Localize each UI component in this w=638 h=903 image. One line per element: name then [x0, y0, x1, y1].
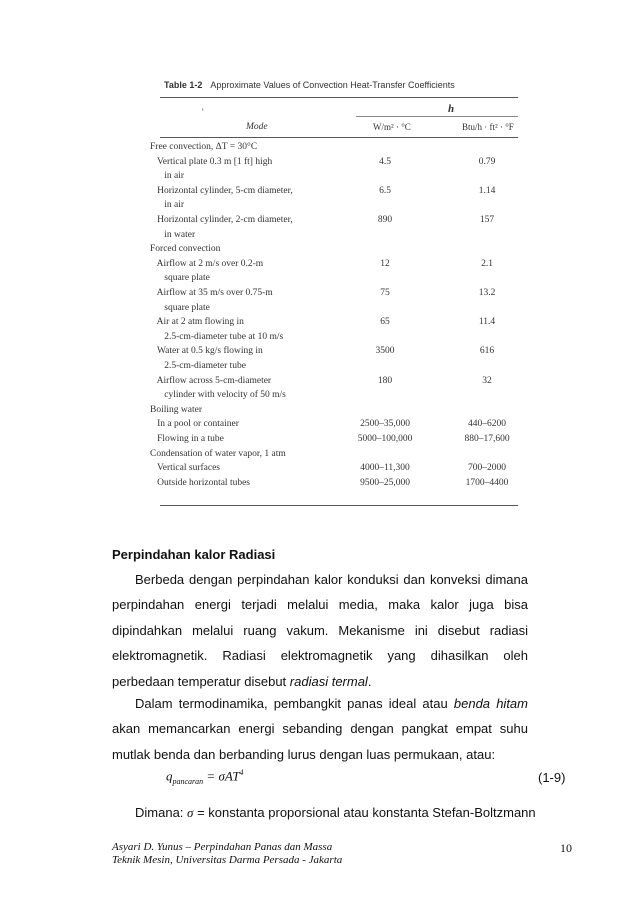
table-cell-si: 75 — [380, 288, 390, 298]
table-bottom-rule — [160, 505, 518, 506]
table-cell-eng: 1700–4400 — [465, 477, 509, 488]
table-cell-si: 4000–11,300 — [360, 463, 410, 474]
footer-author: Asyari D. Yunus – Perpindahan Panas dan Massa — [112, 841, 333, 853]
table-cell-mode: Horizontal cylinder, 2-cm diameter, — [150, 215, 293, 225]
table-number: Table 1-2 — [164, 80, 203, 90]
equation-rhs-sup: 4 — [239, 768, 244, 777]
table-cell-eng: 157 — [479, 215, 495, 225]
table-cell-mode: Flowing in a tube — [150, 434, 224, 444]
footer-affiliation: Teknik Mesin, Universitas Darma Persada - Jakarta — [112, 854, 343, 866]
table-cell-mode: Forced convection — [150, 244, 221, 255]
table-caption — [164, 80, 455, 90]
table-cell-mode: in air — [150, 200, 185, 211]
table-cell-mode: 2.5-cm-diameter tube — [150, 361, 247, 371]
table-cell-mode: Airflow at 35 m/s over 0.75-m — [150, 288, 273, 298]
table-cell-mode: Water at 0.5 kg/s flowing in — [150, 346, 263, 357]
table-cell-mode: Vertical surfaces — [150, 463, 220, 474]
table-cell-si: 890 — [377, 215, 393, 225]
table-cell-mode: Boiling water — [150, 404, 202, 415]
table-cell-si: 2500–35,000 — [360, 419, 410, 430]
table-top-rule — [160, 97, 518, 98]
dimana-prefix: Dimana: — [135, 805, 188, 820]
equation-lhs-sub: pancaran — [172, 776, 204, 786]
table-cell-mode: In a pool or container — [150, 419, 239, 430]
table-cell-si: 3500 — [375, 346, 395, 357]
dimana-line — [135, 805, 536, 821]
equation-rhs: = σAT — [206, 768, 240, 784]
table-cell-mode: square plate — [150, 273, 210, 284]
table-title: Approximate Values of Convection Heat-Transfer Coefficients — [210, 80, 455, 90]
table-cell-eng: 440–6200 — [468, 419, 506, 430]
equation-lhs: q — [166, 768, 173, 784]
table-cell-si: 4.5 — [379, 156, 391, 167]
table-cell-mode: Airflow at 2 m/s over 0.2-m — [150, 258, 264, 269]
table-header-eng: Btu/h · ft² · °F — [462, 122, 514, 132]
paragraph-radiasi-emph: radiasi termal — [289, 673, 368, 689]
paragraph-termodinamika-emph: benda hitam — [453, 696, 528, 711]
table-cell-si: 6.5 — [379, 185, 391, 196]
table-cell-si: 12 — [380, 258, 390, 269]
convection-coefficients-table — [150, 70, 530, 510]
table-cell-mode: square plate — [150, 302, 210, 313]
table-cell-mode: Airflow across 5-cm-diameter — [150, 375, 272, 386]
paragraph-radiasi — [112, 567, 528, 694]
table-cell-mode: Air at 2 atm flowing in — [150, 317, 244, 328]
table-cell-si: 65 — [380, 317, 390, 328]
table-cell-mode: 2.5-cm-diameter tube at 10 m/s — [150, 331, 284, 342]
table-cell-mode: in water — [150, 229, 196, 240]
table-cell-si: 5000–100,000 — [357, 434, 413, 444]
section-heading: Perpindahan kalor Radiasi — [112, 547, 276, 562]
table-cell-eng: 616 — [479, 346, 495, 357]
table-cell-eng: 700–2000 — [468, 463, 506, 474]
table-cell-eng: 1.14 — [478, 185, 496, 196]
dimana-text: = konstanta proporsional atau konstanta Stefan-Boltzmann — [193, 805, 536, 820]
table-cell-mode: Free convection, ΔT = 30°C — [150, 142, 258, 152]
table-cell-mode: cylinder with velocity of 50 m/s — [150, 390, 286, 401]
table-cell-eng: 2.1 — [481, 258, 493, 269]
page-number: 10 — [560, 841, 572, 855]
equation-1-9 — [166, 768, 244, 786]
table-cell-mode: Vertical plate 0.3 m [1 ft] high — [150, 156, 273, 167]
table-cell-eng: 13.2 — [478, 288, 496, 298]
table-cell-eng: 11.4 — [478, 317, 496, 328]
table-cell-mode: Outside horizontal tubes — [150, 477, 250, 488]
table-cell-si: 180 — [377, 375, 393, 386]
paragraph-termodinamika — [112, 691, 528, 767]
table-cell-eng: 0.79 — [478, 156, 496, 167]
page-footer — [112, 841, 342, 867]
table-cell-mode: Horizontal cylinder, 5-cm diameter, — [150, 185, 293, 196]
table-cell-eng: 880–17,600 — [464, 434, 510, 444]
paragraph-radiasi-text: Berbeda dengan perpindahan kalor konduksi dan konveksi dimana perpindahan energi terjadi melalui media, maka kalor juga bisa dipindahkan melalui ruang vakum. Mekanisme ini disebut radiasi elektromagnetik. Radiasi elektromagnetik yang dihasilkan oleh perbedaan temperatur disebut — [112, 572, 528, 689]
equation-number: (1-9) — [538, 770, 566, 785]
table-cell-mode: in air — [150, 171, 185, 182]
paragraph-termodinamika-end: akan memancarkan energi sebanding dengan pangkat empat suhu mutlak benda dan berbanding lurus dengan luas permukaan, atau: — [112, 721, 528, 762]
table-cell-mode: Condensation of water vapor, 1 atm — [150, 448, 286, 459]
table-header-h: h — [448, 103, 455, 115]
sigma-symbol: σ — [187, 805, 194, 820]
paragraph-radiasi-end: . — [367, 673, 372, 689]
paragraph-termodinamika-text: Dalam termodinamika, pembangkit panas ideal atau — [135, 696, 454, 711]
table-mark: ' — [202, 107, 204, 117]
table-h-rule — [356, 116, 518, 117]
table-header-rule — [160, 137, 518, 138]
table-cell-si: 9500–25,000 — [360, 477, 410, 488]
table-header-mode: Mode — [246, 122, 268, 132]
table-header-si: W/m² · °C — [373, 122, 411, 132]
table-cell-eng: 32 — [482, 375, 492, 386]
